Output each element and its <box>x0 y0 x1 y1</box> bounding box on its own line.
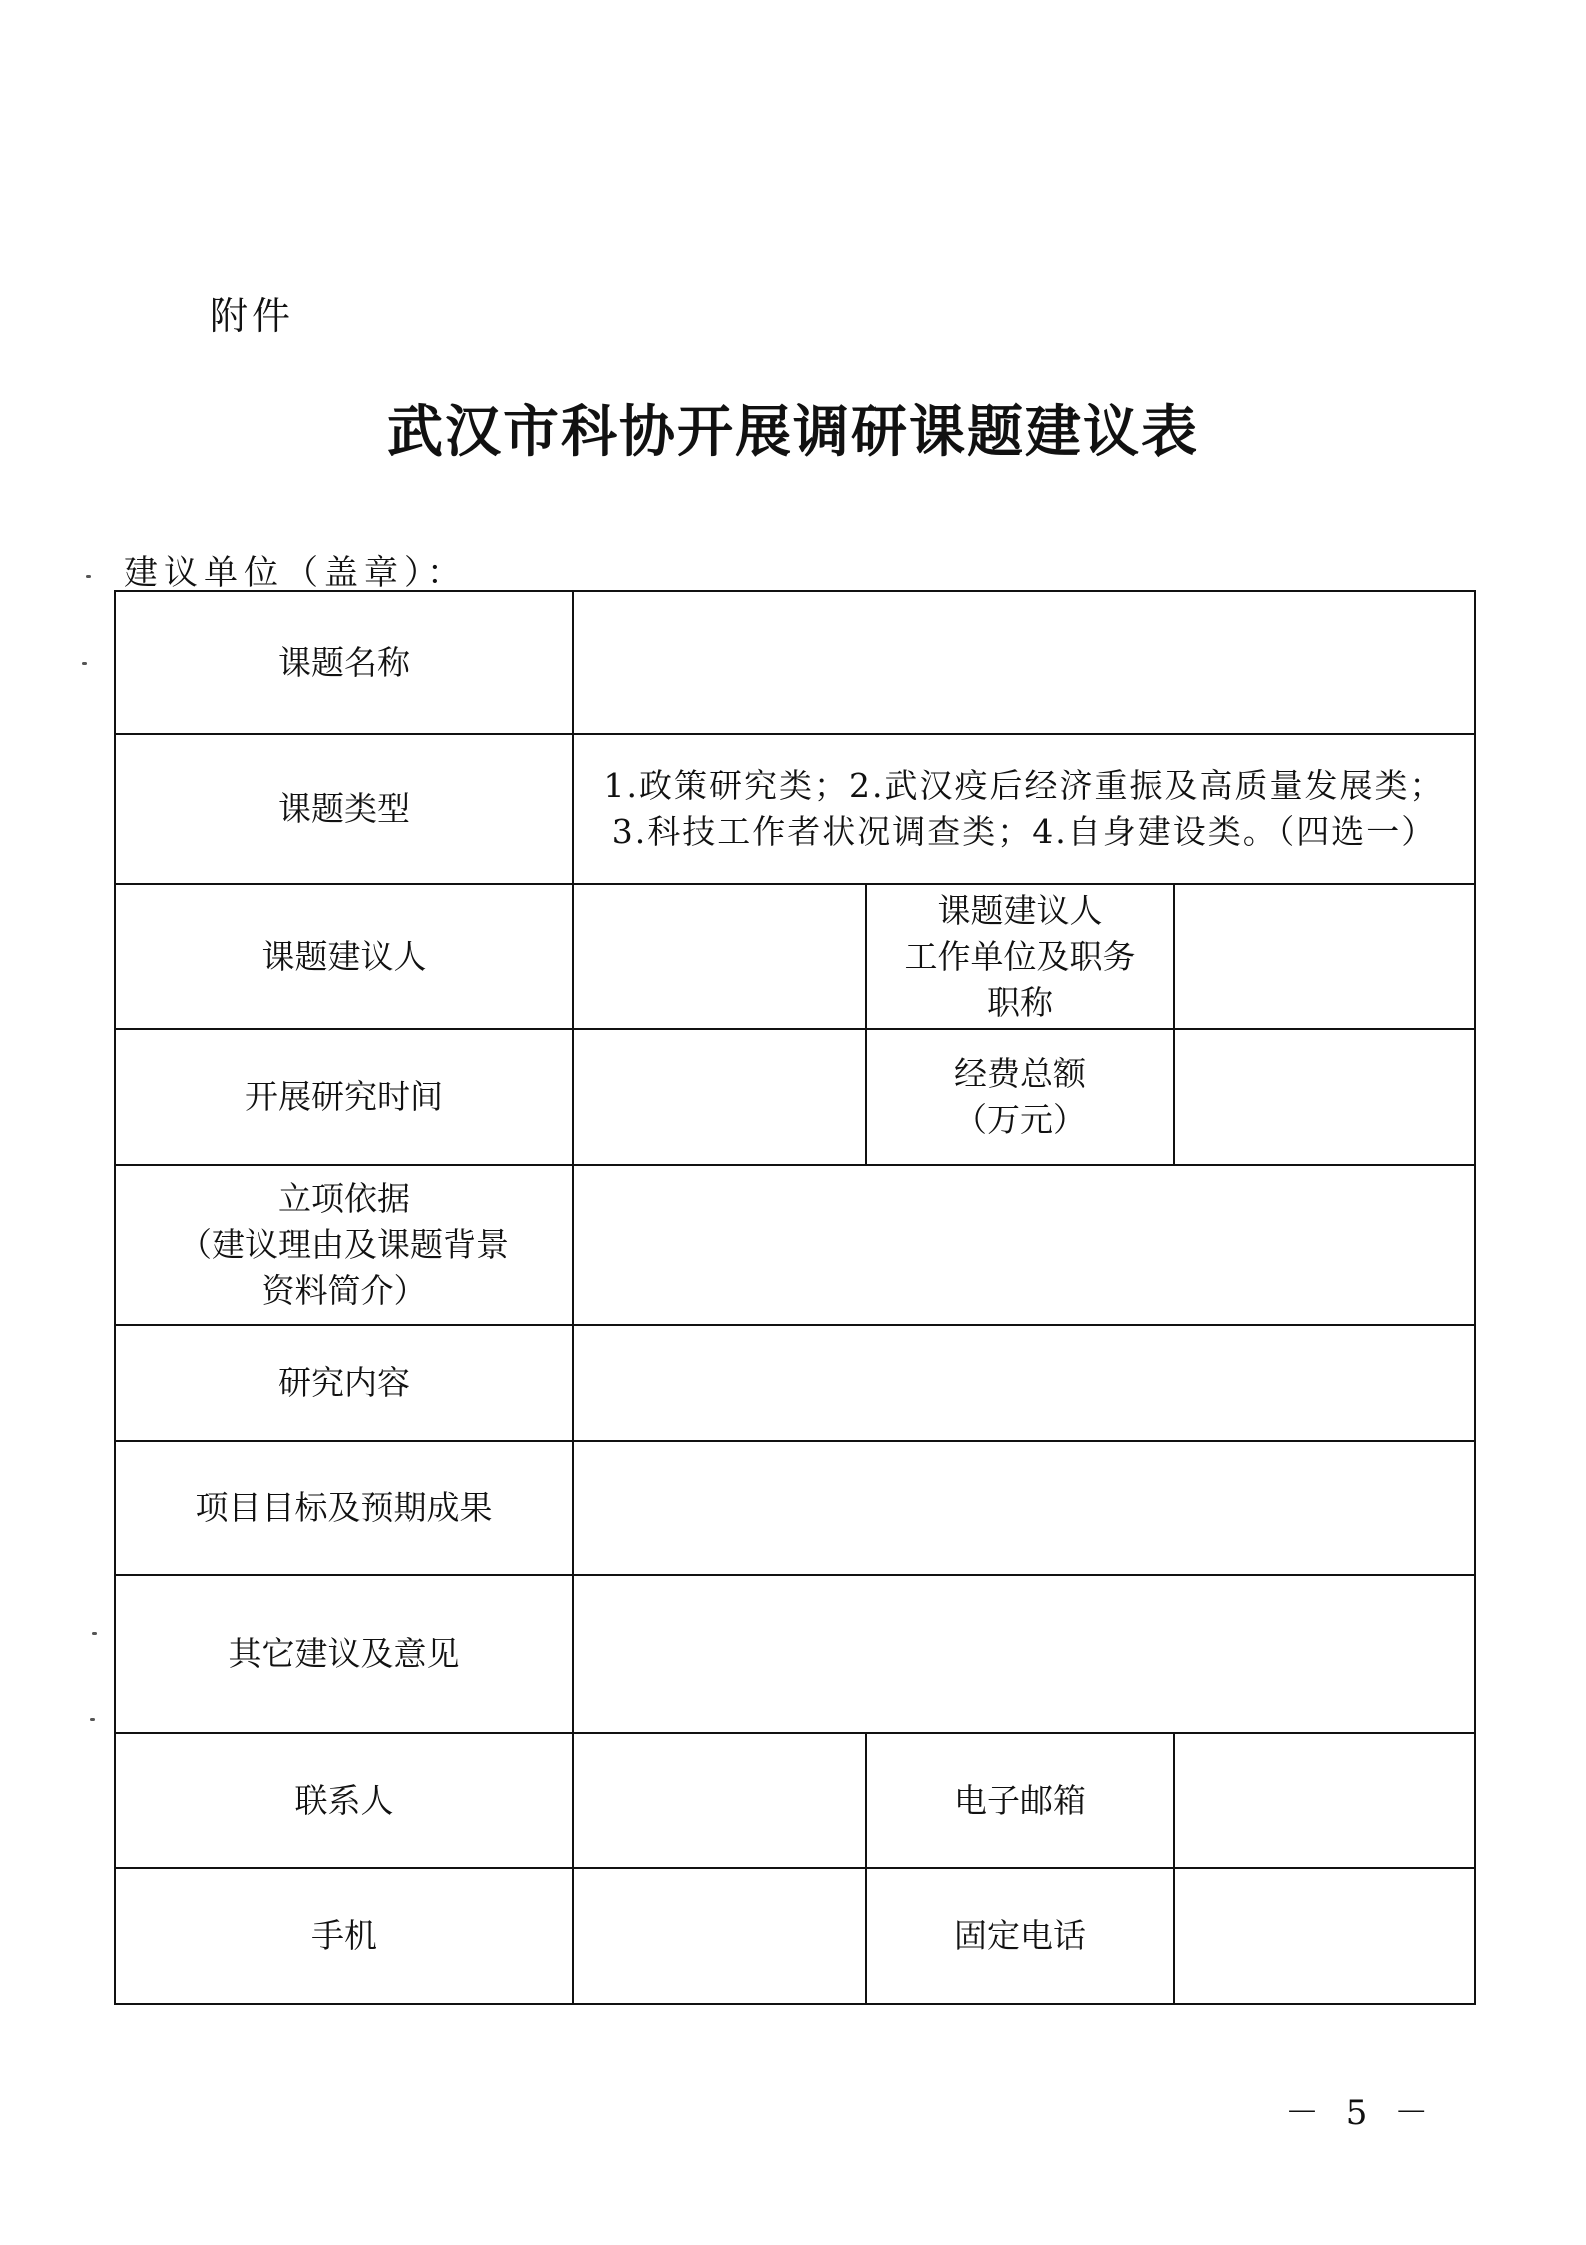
mobile-label: 手机 <box>115 1868 573 2004</box>
row-other <box>115 1575 1475 1733</box>
row-contact <box>115 1733 1475 1868</box>
proposer-field[interactable] <box>573 884 866 1029</box>
proposer-unit-line1: 课题建议人 <box>937 890 1103 930</box>
email-field[interactable] <box>1174 1733 1475 1868</box>
contact-label: 联系人 <box>115 1733 573 1868</box>
proposal-form-table <box>114 590 1476 2005</box>
proposer-label: 课题建议人 <box>115 884 573 1029</box>
mobile-field[interactable] <box>573 1868 866 2004</box>
funding-label <box>866 1029 1174 1165</box>
topic-type-options-line2: 3.科技工作者状况调查类；4.自身建设类。（四选一） <box>611 812 1437 851</box>
row-research-content <box>115 1325 1475 1441</box>
funding-field[interactable] <box>1174 1029 1475 1165</box>
scan-speck <box>92 1632 97 1635</box>
topic-name-label: 课题名称 <box>115 591 573 734</box>
funding-line2: （万元） <box>954 1100 1086 1139</box>
proposer-unit-label <box>866 884 1174 1029</box>
goals-field[interactable] <box>573 1441 1475 1575</box>
row-phone <box>115 1868 1475 2004</box>
basis-line1: 立项依据 <box>278 1179 410 1218</box>
row-basis <box>115 1165 1475 1325</box>
goals-label: 项目目标及预期成果 <box>115 1441 573 1575</box>
topic-type-options[interactable] <box>573 734 1475 884</box>
basis-field[interactable] <box>573 1165 1475 1325</box>
research-content-field[interactable] <box>573 1325 1475 1441</box>
scan-speck <box>82 662 87 665</box>
email-label: 电子邮箱 <box>866 1733 1174 1868</box>
other-label: 其它建议及意见 <box>115 1575 573 1733</box>
page-title: 武汉市科协开展调研课题建议表 <box>387 399 1199 465</box>
scan-speck <box>86 575 91 578</box>
research-content-label: 研究内容 <box>115 1325 573 1441</box>
landline-field[interactable] <box>1174 1868 1475 2004</box>
scan-speck <box>90 1718 95 1721</box>
row-proposer <box>115 884 1475 1029</box>
basis-line3: 资料简介） <box>261 1271 427 1310</box>
funding-line1: 经费总额 <box>954 1054 1086 1093</box>
basis-line2: （建议理由及课题背景 <box>179 1225 509 1264</box>
row-goals <box>115 1441 1475 1575</box>
topic-type-label: 课题类型 <box>115 734 573 884</box>
research-time-label: 开展研究时间 <box>115 1029 573 1165</box>
attachment-label: 附件 <box>210 294 295 338</box>
proposer-unit-line3: 职称 <box>987 982 1053 1022</box>
suggesting-unit-label: 建议单位（盖章）： <box>124 553 467 593</box>
landline-label: 固定电话 <box>866 1868 1174 2004</box>
contact-field[interactable] <box>573 1733 866 1868</box>
proposer-unit-field[interactable] <box>1174 884 1475 1029</box>
topic-name-field[interactable] <box>573 591 1475 734</box>
row-topic-name <box>115 591 1475 734</box>
research-time-field[interactable] <box>573 1029 866 1165</box>
other-field[interactable] <box>573 1575 1475 1733</box>
topic-type-options-line1: 1.政策研究类；2.武汉疫后经济重振及高质量发展类； <box>603 766 1445 805</box>
proposer-unit-line2: 工作单位及职务 <box>904 936 1136 976</box>
page-number: － 5 － <box>1285 2093 1437 2133</box>
basis-label <box>115 1165 573 1325</box>
row-research-time <box>115 1029 1475 1165</box>
row-topic-type <box>115 734 1475 884</box>
